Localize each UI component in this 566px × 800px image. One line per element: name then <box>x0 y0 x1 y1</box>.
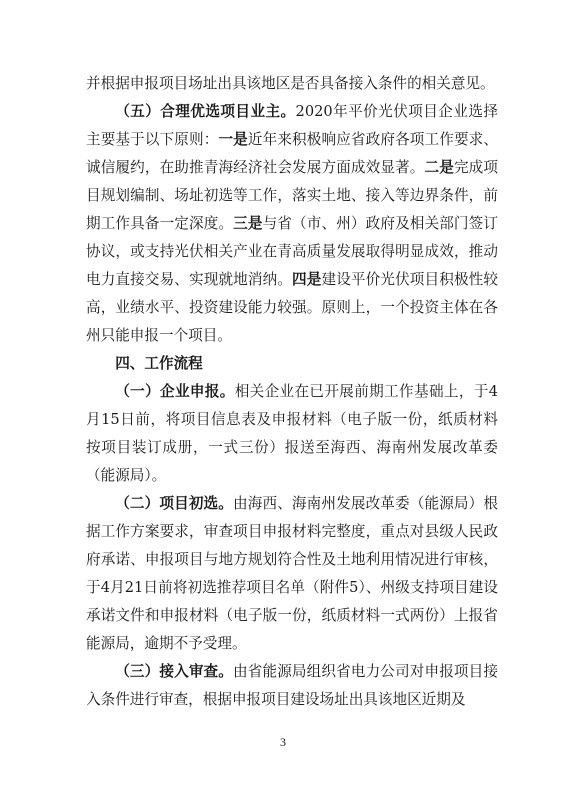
subsection-heading-three: （三）接入审查。 <box>115 663 234 680</box>
subsection-heading-two: （二）项目初选。 <box>115 495 234 512</box>
paragraph-text: 与省（市、州）政府及相关部门签订协议，或支持光伏相关产业在青高质量发展取得明显成效，推动电力直接交易、实现就地消纳。 <box>86 215 498 288</box>
page-number: 3 <box>280 735 286 749</box>
section-heading-five: （五）合理优选项目业主。 <box>115 103 296 120</box>
principle-marker-two: 二是 <box>424 159 454 176</box>
section-title-workflow: 四、工作流程 <box>115 355 203 372</box>
paragraph-text: 由海西、海南州发展改革委（能源局）根据工作方案要求，审查项目申报材料完整度，重点对县级人民政府承诺、申报项目与地方规划符合性及土地利用情况进行审核，于4月21日前将初选推荐项目名单（附件5）、州级支持项目建设承诺文件和申报材料（电子版一份，纸质材料一式两份）上报省能源局，逾期不予受理。 <box>86 495 498 652</box>
paragraph-text: 并根据申报项目场址出具该地区是否具备接入条件的相关意见。 <box>86 75 495 92</box>
document-body <box>86 70 498 714</box>
principle-marker-three: 三是 <box>233 215 263 232</box>
paragraph-continued <box>86 70 498 98</box>
principle-marker-four: 四是 <box>292 271 322 288</box>
paragraph-grid-access-review <box>86 658 498 714</box>
paragraph-text: 相关企业在已开展前期工作基础上，于4月15日前，将项目信息表及申报材料（电子版一份，纸质材料按项目装订成册，一式三份）报送至海西、海南州发展改革委（能源局）。 <box>86 383 498 484</box>
paragraph-owner-selection <box>86 98 498 350</box>
paragraph-project-preselection <box>86 490 498 658</box>
paragraph-text: 2020年平价光伏项目企业选择主要基于以下原则： <box>86 103 498 148</box>
paragraph-text: 近年来积极响应省政府各项工作要求、诚信履约，在助推青海经济社会发展方面成效显著。 <box>86 131 498 176</box>
paragraph-enterprise-application <box>86 378 498 490</box>
subsection-heading-one: （一）企业申报。 <box>115 383 235 400</box>
paragraph-text: 由省能源局组织省电力公司对申报项目接入条件进行审查，根据申报项目建设场址出具该地区近期及 <box>86 663 498 708</box>
paragraph-text: 完成项目规划编制、场址初选等工作，落实土地、接入等边界条件，前期工作具备一定深度。 <box>86 159 498 232</box>
paragraph-text: 建设平价光伏项目积极性较高，业绩水平、投资建设能力较强。原则上，一个投资主体在各州只能申报一个项目。 <box>86 271 498 344</box>
principle-marker-one: 一是 <box>218 131 248 148</box>
